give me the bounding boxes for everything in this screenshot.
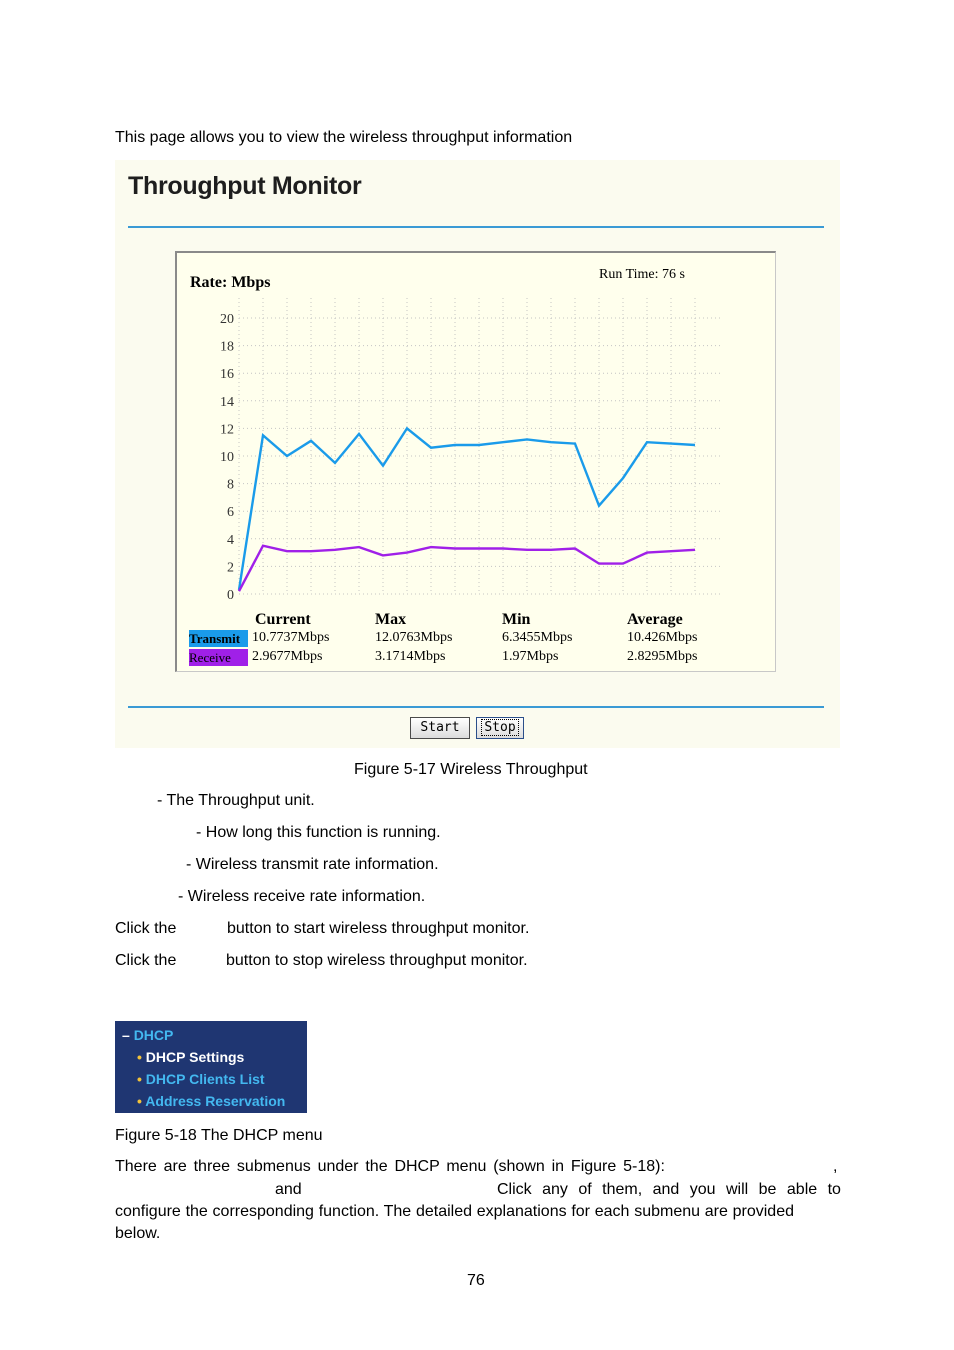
series-line-transmit bbox=[239, 428, 695, 590]
dhcp-menu-header-label: DHCP bbox=[133, 1027, 174, 1043]
y-tick-label-1: 2 bbox=[227, 560, 234, 576]
title-divider bbox=[128, 226, 824, 228]
page-number: 76 bbox=[467, 1272, 485, 1289]
stat-header-max: Max bbox=[375, 611, 407, 628]
y-tick-label-5: 10 bbox=[220, 450, 234, 465]
y-tick-label-0: 0 bbox=[227, 588, 234, 603]
menu-item-dhcp-settings[interactable] bbox=[137, 1048, 244, 1066]
throughput-graph bbox=[175, 251, 776, 672]
footer-divider bbox=[128, 706, 824, 708]
transmit-average: 10.426Mbps bbox=[627, 630, 698, 645]
stop-button[interactable] bbox=[476, 717, 524, 739]
figure-18-caption: Figure 5-18 The DHCP menu bbox=[115, 1127, 323, 1144]
intro-text: This page allows you to view the wireless throughput information bbox=[115, 129, 573, 146]
y-tick-label-4: 8 bbox=[227, 477, 234, 493]
collapse-icon: – bbox=[122, 1027, 130, 1043]
stat-header-current: Current bbox=[255, 611, 311, 628]
para-line1-comma: , bbox=[833, 1158, 838, 1175]
y-tick-label-8: 16 bbox=[220, 367, 234, 383]
dhcp-menu bbox=[115, 1021, 307, 1113]
run-time: Run Time: 76 s bbox=[599, 267, 685, 282]
start-note-prefix: Click the bbox=[115, 920, 177, 937]
stat-header-min: Min bbox=[502, 611, 531, 628]
transmit-current: 10.7737Mbps bbox=[252, 630, 330, 645]
stop-note-prefix: Click the bbox=[115, 952, 177, 969]
stop-button-label: Stop bbox=[481, 719, 518, 736]
transmit-min: 6.3455Mbps bbox=[502, 630, 573, 645]
y-tick-label-2: 4 bbox=[227, 532, 234, 548]
start-button[interactable]: Start bbox=[410, 717, 470, 739]
bullet-icon: • bbox=[137, 1049, 142, 1065]
legend-receive: Receive bbox=[189, 649, 248, 666]
y-tick-label-7: 14 bbox=[220, 394, 234, 410]
desc-transmit: - Wireless transmit rate information. bbox=[186, 856, 439, 873]
transmit-max: 12.0763Mbps bbox=[375, 630, 453, 645]
menu-item-dhcp-clients-list[interactable] bbox=[137, 1070, 265, 1088]
para-line4: below. bbox=[115, 1225, 161, 1242]
y-tick-label-9: 18 bbox=[220, 339, 234, 355]
desc-run-time: - How long this function is running. bbox=[196, 824, 441, 841]
y-tick-label-3: 6 bbox=[227, 505, 234, 521]
bullet-icon: • bbox=[137, 1093, 142, 1109]
receive-max: 3.1714Mbps bbox=[375, 649, 446, 664]
desc-rate: - The Throughput unit. bbox=[157, 792, 315, 809]
para-line1: There are three submenus under the DHCP menu (shown in Figure 5-18): bbox=[115, 1158, 665, 1175]
series-line-receive bbox=[239, 546, 695, 592]
rate-label: Rate: Mbps bbox=[190, 274, 271, 291]
receive-current: 2.9677Mbps bbox=[252, 649, 323, 664]
receive-average: 2.8295Mbps bbox=[627, 649, 698, 664]
y-tick-label-10: 20 bbox=[220, 312, 234, 327]
menu-item-label: DHCP Clients List bbox=[145, 1071, 265, 1087]
dhcp-menu-header[interactable] bbox=[122, 1026, 173, 1044]
menu-item-label: Address Reservation bbox=[145, 1093, 286, 1109]
stat-header-average: Average bbox=[627, 611, 683, 628]
para-line2: Click any of them, and you will be able to bbox=[497, 1181, 841, 1198]
menu-item-address-reservation[interactable] bbox=[137, 1092, 285, 1110]
throughput-monitor-panel bbox=[115, 160, 840, 748]
menu-item-label: DHCP Settings bbox=[145, 1049, 245, 1065]
y-tick-label-6: 12 bbox=[220, 422, 234, 438]
start-note-suffix: button to start wireless throughput monitor. bbox=[227, 920, 530, 937]
desc-receive: - Wireless receive rate information. bbox=[178, 888, 426, 905]
receive-min: 1.97Mbps bbox=[502, 649, 559, 664]
figure-17-caption: Figure 5-17 Wireless Throughput bbox=[354, 761, 588, 778]
para-line3: configure the corresponding function. The detailed explanations for each submenu are provided bbox=[115, 1203, 795, 1220]
bullet-icon: • bbox=[137, 1071, 142, 1087]
page-title: Throughput Monitor bbox=[128, 172, 362, 200]
throughput-chart bbox=[177, 253, 775, 671]
legend-transmit: Transmit bbox=[189, 630, 248, 647]
para-line2-and: and bbox=[275, 1181, 302, 1198]
stop-note-suffix: button to stop wireless throughput monitor. bbox=[226, 952, 528, 969]
